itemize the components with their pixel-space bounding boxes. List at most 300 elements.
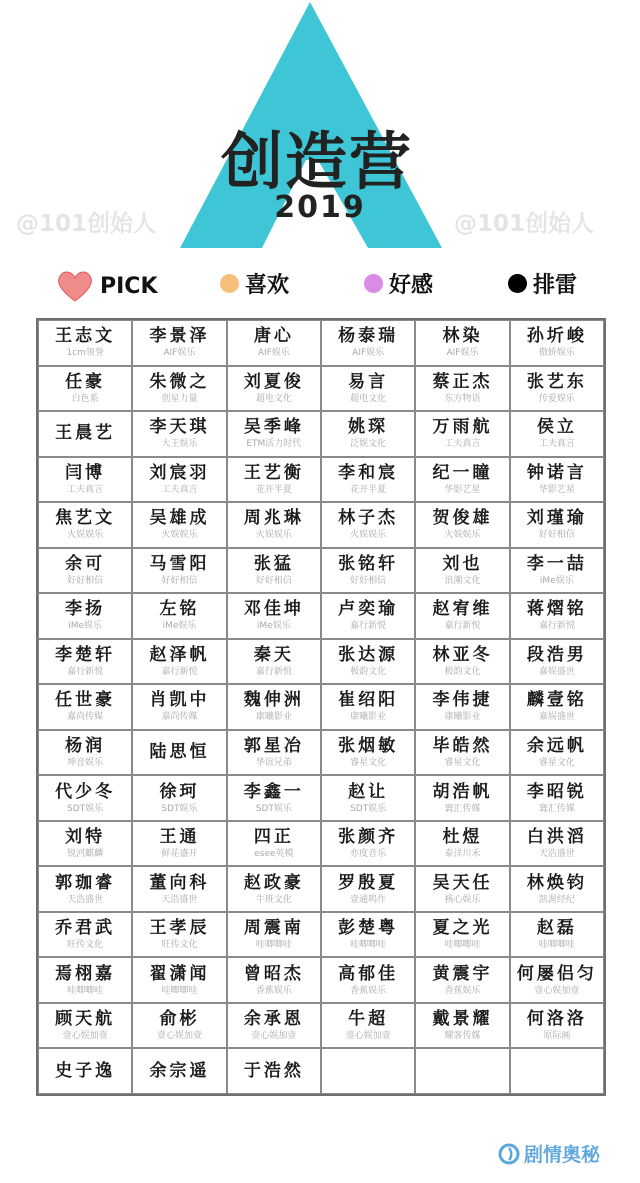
trainee-cell[interactable] xyxy=(510,457,604,503)
trainee-name: 焦艺文 xyxy=(55,508,116,529)
trainee-cell[interactable] xyxy=(321,457,415,503)
trainee-name: 刘特 xyxy=(65,827,106,848)
trainee-cell[interactable] xyxy=(510,730,604,776)
trainee-cell[interactable] xyxy=(227,821,321,867)
trainee-cell[interactable] xyxy=(415,457,509,503)
trainee-name: 刘夏俊 xyxy=(243,371,304,392)
purple-dot-icon xyxy=(364,274,383,293)
trainee-cell[interactable] xyxy=(132,684,226,730)
trainee-name: 王艺衡 xyxy=(243,462,304,483)
trainee-company: 泛娱文化 xyxy=(350,439,387,450)
trainee-cell[interactable] xyxy=(415,366,509,412)
trainee-company: 华谊兄弟 xyxy=(255,758,292,769)
trainee-name: 钟诺言 xyxy=(526,462,587,483)
trainee-name: 胡浩帆 xyxy=(432,781,493,802)
trainee-company: 白色系 xyxy=(71,393,99,404)
legend xyxy=(0,268,640,308)
trainee-name: 王通 xyxy=(159,827,200,848)
trainee-cell[interactable] xyxy=(415,1048,509,1094)
trainee-name: 林染 xyxy=(442,326,483,347)
trainee-company: esee英模 xyxy=(254,849,294,860)
trainee-name: 唐心 xyxy=(253,326,294,347)
trainee-cell[interactable] xyxy=(38,639,132,685)
trainee-cell[interactable] xyxy=(227,457,321,503)
trainee-name: 朱微之 xyxy=(149,371,210,392)
trainee-cell[interactable] xyxy=(132,912,226,958)
trainee-company: 香蕉娱乐 xyxy=(255,985,292,996)
trainee-cell[interactable] xyxy=(321,502,415,548)
trainee-company: 嘉行新悦 xyxy=(538,621,575,632)
trainee-name: 四正 xyxy=(253,827,294,848)
trainee-name: 白洪滔 xyxy=(526,827,587,848)
trainee-company: 旺传文化 xyxy=(67,940,104,951)
trainee-company: 工夫真言 xyxy=(161,484,198,495)
trainee-company: 1cm领誉 xyxy=(66,348,104,359)
trainee-company: 坤音娱乐 xyxy=(67,758,104,769)
trainee-cell[interactable] xyxy=(38,320,132,366)
trainee-company: SDT娱乐 xyxy=(350,803,387,814)
trainee-company: iMe娱乐 xyxy=(539,575,574,586)
trainee-company: 壹心娱加壹 xyxy=(62,1031,108,1042)
trainee-cell[interactable] xyxy=(38,730,132,776)
trainee-company: 好好相信 xyxy=(255,575,292,586)
trainee-name: 段浩男 xyxy=(526,644,587,665)
trainee-name: 刘也 xyxy=(442,553,483,574)
trainee-company: 嘉尚传媒 xyxy=(67,712,104,723)
trainee-cell[interactable] xyxy=(132,593,226,639)
trainee-cell[interactable] xyxy=(510,1003,604,1049)
trainee-cell[interactable] xyxy=(415,639,509,685)
trainee-cell[interactable] xyxy=(227,548,321,594)
trainee-name: 纪一瞳 xyxy=(432,462,493,483)
trainee-cell[interactable] xyxy=(510,502,604,548)
trainee-name: 崔绍阳 xyxy=(338,690,399,711)
trainee-cell[interactable] xyxy=(415,730,509,776)
trainee-company: 华影艺星 xyxy=(444,484,481,495)
trainee-cell[interactable] xyxy=(510,593,604,639)
legend-like xyxy=(220,268,289,299)
trainee-name: 李一喆 xyxy=(526,553,587,574)
trainee-cell[interactable] xyxy=(510,548,604,594)
trainee-cell[interactable] xyxy=(132,1048,226,1094)
trainee-cell[interactable] xyxy=(415,821,509,867)
trainee-name: 赵磊 xyxy=(536,918,577,939)
trainee-name: 吴雄成 xyxy=(149,508,210,529)
trainee-name: 乔君武 xyxy=(55,918,116,939)
watermark-right: @101创始人 xyxy=(454,211,595,237)
trainee-cell[interactable] xyxy=(510,320,604,366)
trainee-company: AIF娱乐 xyxy=(352,348,385,359)
trainee-company: 牛班文化 xyxy=(255,894,292,905)
trainee-company: iMe娱乐 xyxy=(68,621,103,632)
trainee-company: SDT娱乐 xyxy=(161,803,198,814)
trainee-company: ETM活力时代 xyxy=(246,439,302,450)
trainee-cell[interactable] xyxy=(38,593,132,639)
trainee-name: 孙圻峻 xyxy=(526,326,587,347)
trainee-company: 睿星文化 xyxy=(350,758,387,769)
trainee-cell[interactable] xyxy=(227,957,321,1003)
trainee-cell[interactable] xyxy=(132,1003,226,1049)
trainee-name: 闫博 xyxy=(65,462,106,483)
trainee-name: 彭楚粤 xyxy=(338,918,399,939)
trainee-cell[interactable] xyxy=(415,502,509,548)
trainee-cell[interactable] xyxy=(132,821,226,867)
trainee-company: AIF娱乐 xyxy=(446,348,479,359)
trainee-company: 极韵文化 xyxy=(444,666,481,677)
legend-pick-label: PICK xyxy=(100,273,158,299)
trainee-name: 林焕钧 xyxy=(526,872,587,893)
trainee-cell[interactable] xyxy=(227,411,321,457)
trainee-name: 张猛 xyxy=(253,553,294,574)
trainee-name: 刘宸羽 xyxy=(149,462,210,483)
trainee-company: 超电文化 xyxy=(350,393,387,404)
trainee-cell[interactable] xyxy=(510,1048,604,1094)
trainee-cell[interactable] xyxy=(227,1003,321,1049)
trainee-cell[interactable] xyxy=(38,411,132,457)
trainee-company: 好好相信 xyxy=(161,575,198,586)
trainee-name: 任豪 xyxy=(65,371,106,392)
trainee-name: 左铭 xyxy=(159,599,200,620)
trainee-cell[interactable] xyxy=(415,912,509,958)
trainee-cell[interactable] xyxy=(38,866,132,912)
brand-logo-icon xyxy=(498,1143,520,1165)
trainee-company: 好好相信 xyxy=(350,575,387,586)
trainee-company: 嘉行新悦 xyxy=(444,621,481,632)
trainee-company: 鲜花盛开 xyxy=(161,849,198,860)
trainee-cell[interactable] xyxy=(38,548,132,594)
trainee-cell[interactable] xyxy=(227,866,321,912)
trainee-name: 王晨艺 xyxy=(55,423,116,444)
trainee-cell[interactable] xyxy=(321,821,415,867)
trainee-company: 传爱娱乐 xyxy=(538,393,575,404)
trainee-cell[interactable] xyxy=(415,775,509,821)
legend-avoid-label: 排雷 xyxy=(533,273,578,298)
trainee-cell[interactable] xyxy=(510,366,604,412)
legend-favor xyxy=(364,268,433,299)
trainee-company: 睿星文化 xyxy=(444,758,481,769)
trainee-company: 嘉娱盛世 xyxy=(538,666,575,677)
trainee-cell[interactable] xyxy=(132,866,226,912)
trainee-cell[interactable] xyxy=(132,730,226,776)
trainee-cell[interactable] xyxy=(38,1003,132,1049)
trainee-name: 周震南 xyxy=(243,918,304,939)
trainee-company: 东方物语 xyxy=(444,393,481,404)
trainee-name: 罗殷夏 xyxy=(338,872,399,893)
watermark-left: @101创始人 xyxy=(16,211,157,237)
trainee-cell[interactable] xyxy=(321,366,415,412)
trainee-company: 大王娱乐 xyxy=(161,439,198,450)
trainee-name: 何洛洛 xyxy=(526,1009,587,1030)
trainee-company: 寰汇传媒 xyxy=(538,803,575,814)
trainee-company: SDT娱乐 xyxy=(255,803,292,814)
trainee-cell[interactable] xyxy=(321,1048,415,1094)
trainee-company: 寰汇传媒 xyxy=(444,803,481,814)
logo-title: 创造营 xyxy=(220,125,413,198)
trainee-cell[interactable] xyxy=(38,502,132,548)
trainee-company: 哇唧唧哇 xyxy=(255,940,292,951)
trainee-name: 陆思恒 xyxy=(149,742,210,763)
trainee-company: 天浩盛世 xyxy=(161,894,198,905)
trainee-cell[interactable] xyxy=(38,1048,132,1094)
trainee-company: 哇唧唧哇 xyxy=(67,985,104,996)
trainee-name: 李昭锐 xyxy=(526,781,587,802)
trainee-name: 杜煜 xyxy=(442,827,483,848)
trainee-cell[interactable] xyxy=(132,502,226,548)
footer-brand xyxy=(498,1140,600,1167)
trainee-name: 贺俊雄 xyxy=(432,508,493,529)
trainee-cell[interactable] xyxy=(321,411,415,457)
trainee-cell[interactable] xyxy=(415,684,509,730)
trainee-cell[interactable] xyxy=(415,411,509,457)
trainee-company: 哇唧唧哇 xyxy=(350,940,387,951)
trainee-company: 火娱娱乐 xyxy=(350,530,387,541)
trainee-company: 浪潮文化 xyxy=(444,575,481,586)
trainee-name: 顾天航 xyxy=(55,1009,116,1030)
trainee-name: 李鑫一 xyxy=(243,781,304,802)
trainee-cell[interactable] xyxy=(321,730,415,776)
trainee-cell[interactable] xyxy=(132,366,226,412)
trainee-cell[interactable] xyxy=(38,684,132,730)
trainee-company: 睿星文化 xyxy=(538,758,575,769)
trainee-cell[interactable] xyxy=(510,957,604,1003)
trainee-name: 任世豪 xyxy=(55,690,116,711)
trainee-name: 赵宥维 xyxy=(432,599,493,620)
trainee-company: 嘉行新悦 xyxy=(67,666,104,677)
trainee-cell[interactable] xyxy=(227,684,321,730)
trainee-name: 李楚轩 xyxy=(55,644,116,665)
trainee-company: 原际画 xyxy=(543,1031,571,1042)
trainee-company: 工夫真言 xyxy=(444,439,481,450)
trainee-name: 卢奕瑜 xyxy=(338,599,399,620)
trainee-company: 火娱娱乐 xyxy=(255,530,292,541)
trainee-name: 徐珂 xyxy=(159,781,200,802)
trainee-name: 肖凯中 xyxy=(149,690,210,711)
logo-year: 2019 xyxy=(274,190,366,225)
trainee-name: 李景泽 xyxy=(149,326,210,347)
trainee-cell[interactable] xyxy=(321,684,415,730)
trainee-company: 天浩盛世 xyxy=(67,894,104,905)
trainee-name: 赵政豪 xyxy=(243,872,304,893)
trainee-company: iMe娱乐 xyxy=(256,621,291,632)
trainee-company: AIF娱乐 xyxy=(163,348,196,359)
trainee-company: AIF娱乐 xyxy=(257,348,290,359)
trainee-cell[interactable] xyxy=(510,821,604,867)
trainee-grid xyxy=(36,318,606,1096)
trainee-name: 焉栩嘉 xyxy=(55,963,116,984)
trainee-name: 邓佳坤 xyxy=(243,599,304,620)
trainee-cell[interactable] xyxy=(132,639,226,685)
trainee-company: 火娱娱乐 xyxy=(67,530,104,541)
trainee-name: 赵泽帆 xyxy=(149,644,210,665)
trainee-company: 极韵文化 xyxy=(350,666,387,677)
trainee-company: 嘉娱盛世 xyxy=(538,712,575,723)
header xyxy=(0,0,640,250)
trainee-cell[interactable] xyxy=(510,684,604,730)
trainee-company: 康曦影业 xyxy=(255,712,292,723)
trainee-cell[interactable] xyxy=(321,548,415,594)
trainee-cell[interactable] xyxy=(132,411,226,457)
trainee-company: 壹心娱加壹 xyxy=(156,1031,202,1042)
trainee-cell[interactable] xyxy=(321,957,415,1003)
trainee-company: 壹心娱加壹 xyxy=(345,1031,391,1042)
trainee-company: 旺传文化 xyxy=(161,940,198,951)
trainee-name: 林子杰 xyxy=(338,508,399,529)
trainee-company: 火娱娱乐 xyxy=(161,530,198,541)
trainee-cell[interactable] xyxy=(321,320,415,366)
trainee-cell[interactable] xyxy=(321,866,415,912)
trainee-company: 核心娱乐 xyxy=(444,894,481,905)
trainee-company: 锐河麒麟 xyxy=(67,849,104,860)
trainee-company: 康曦影业 xyxy=(350,712,387,723)
trainee-company: 华影艺星 xyxy=(538,484,575,495)
trainee-cell[interactable] xyxy=(132,957,226,1003)
trainee-company: 花开半夏 xyxy=(350,484,387,495)
trainee-company: 香蕉娱乐 xyxy=(350,985,387,996)
trainee-cell[interactable] xyxy=(321,639,415,685)
trainee-name: 易言 xyxy=(348,371,389,392)
trainee-company: iMe娱乐 xyxy=(162,621,197,632)
trainee-cell[interactable] xyxy=(415,1003,509,1049)
trainee-company: 好好相信 xyxy=(67,575,104,586)
trainee-company: 哇唧唧哇 xyxy=(161,985,198,996)
trainee-cell[interactable] xyxy=(38,957,132,1003)
trainee-name: 刘瑾瑜 xyxy=(526,508,587,529)
trainee-company: 凯渥经纪 xyxy=(538,894,575,905)
trainee-name: 何屡侣匀 xyxy=(516,963,597,984)
trainee-company: 嘉尚传媒 xyxy=(161,712,198,723)
trainee-company: 花开半夏 xyxy=(255,484,292,495)
trainee-cell[interactable] xyxy=(132,457,226,503)
trainee-company: 嘉行新悦 xyxy=(350,621,387,632)
trainee-cell[interactable] xyxy=(38,912,132,958)
trainee-cell[interactable] xyxy=(38,366,132,412)
trainee-name: 于浩然 xyxy=(243,1060,304,1081)
trainee-cell[interactable] xyxy=(38,821,132,867)
trainee-cell[interactable] xyxy=(227,1048,321,1094)
trainee-company: 傲娇娱乐 xyxy=(538,348,575,359)
black-dot-icon xyxy=(508,274,527,293)
trainee-name: 黄震宇 xyxy=(432,963,493,984)
trainee-name: 高郁佳 xyxy=(338,963,399,984)
trainee-cell[interactable] xyxy=(510,775,604,821)
trainee-cell[interactable] xyxy=(415,866,509,912)
trainee-company: 好好相信 xyxy=(538,530,575,541)
trainee-name: 余承恩 xyxy=(243,1009,304,1030)
trainee-name: 戴景耀 xyxy=(432,1009,493,1030)
trainee-company: 亦度音乐 xyxy=(350,849,387,860)
trainee-name: 李天琪 xyxy=(149,417,210,438)
trainee-cell[interactable] xyxy=(227,366,321,412)
trainee-cell[interactable] xyxy=(321,593,415,639)
trainee-name: 余远帆 xyxy=(526,736,587,757)
trainee-cell[interactable] xyxy=(227,320,321,366)
trainee-name: 俞彬 xyxy=(159,1009,200,1030)
trainee-name: 张艺东 xyxy=(526,371,587,392)
trainee-company: 泰洋川禾 xyxy=(444,849,481,860)
trainee-name: 郭星冶 xyxy=(243,736,304,757)
trainee-name: 麟壹铭 xyxy=(526,690,587,711)
trainee-cell[interactable] xyxy=(415,957,509,1003)
trainee-cell[interactable] xyxy=(38,457,132,503)
trainee-name: 李伟捷 xyxy=(432,690,493,711)
trainee-cell[interactable] xyxy=(510,411,604,457)
heart-icon xyxy=(54,268,96,304)
trainee-cell[interactable] xyxy=(415,320,509,366)
trainee-name: 张铭轩 xyxy=(338,553,399,574)
trainee-cell[interactable] xyxy=(227,775,321,821)
trainee-company: 天浩盛世 xyxy=(538,849,575,860)
trainee-cell[interactable] xyxy=(415,548,509,594)
trainee-name: 杨润 xyxy=(65,736,106,757)
trainee-cell[interactable] xyxy=(132,548,226,594)
trainee-name: 郭珈睿 xyxy=(55,872,116,893)
trainee-name: 王孝辰 xyxy=(149,918,210,939)
trainee-name: 马雪阳 xyxy=(149,553,210,574)
trainee-cell[interactable] xyxy=(38,775,132,821)
trainee-cell[interactable] xyxy=(227,593,321,639)
trainee-name: 余可 xyxy=(65,553,106,574)
trainee-cell[interactable] xyxy=(227,639,321,685)
trainee-name: 史子逸 xyxy=(55,1060,116,1081)
trainee-company: 哇唧唧哇 xyxy=(444,940,481,951)
trainee-name: 林亚冬 xyxy=(432,644,493,665)
legend-favor-label: 好感 xyxy=(389,273,434,298)
trainee-name: 秦天 xyxy=(253,644,294,665)
trainee-company: 哇唧唧哇 xyxy=(538,940,575,951)
brand-label: 剧情奥秘 xyxy=(524,1144,601,1166)
trainee-company: 火娱娱乐 xyxy=(444,530,481,541)
trainee-cell[interactable] xyxy=(321,1003,415,1049)
legend-pick xyxy=(54,268,158,304)
trainee-cell[interactable] xyxy=(510,639,604,685)
trainee-cell[interactable] xyxy=(227,502,321,548)
trainee-name: 毕皓然 xyxy=(432,736,493,757)
trainee-name: 曾昭杰 xyxy=(243,963,304,984)
trainee-company: 工夫真言 xyxy=(538,439,575,450)
trainee-name: 张达源 xyxy=(338,644,399,665)
trainee-name: 蔡正杰 xyxy=(432,371,493,392)
trainee-cell[interactable] xyxy=(132,775,226,821)
trainee-company: 创星力量 xyxy=(161,393,198,404)
trainee-cell[interactable] xyxy=(510,912,604,958)
legend-avoid xyxy=(508,268,577,299)
trainee-name: 李扬 xyxy=(65,599,106,620)
trainee-cell[interactable] xyxy=(415,593,509,639)
trainee-name: 周兆琳 xyxy=(243,508,304,529)
trainee-name: 姚琛 xyxy=(348,417,389,438)
trainee-name: 杨泰瑞 xyxy=(338,326,399,347)
trainee-company: 康曦影业 xyxy=(444,712,481,723)
trainee-cell[interactable] xyxy=(132,320,226,366)
trainee-name: 魏伸洲 xyxy=(243,690,304,711)
trainee-company: 香蕉娱乐 xyxy=(444,985,481,996)
trainee-company: 超电文化 xyxy=(255,393,292,404)
trainee-cell[interactable] xyxy=(321,912,415,958)
trainee-company: 耀客传媒 xyxy=(444,1031,481,1042)
trainee-name: 李和宸 xyxy=(338,462,399,483)
trainee-company: 壹通鸣作 xyxy=(350,894,387,905)
trainee-name: 余宗遥 xyxy=(149,1060,210,1081)
trainee-company: 壹心娱加壹 xyxy=(534,985,580,996)
trainee-cell[interactable] xyxy=(321,775,415,821)
trainee-cell[interactable] xyxy=(227,730,321,776)
trainee-cell[interactable] xyxy=(510,866,604,912)
trainee-name: 蒋熠铭 xyxy=(526,599,587,620)
trainee-cell[interactable] xyxy=(227,912,321,958)
trainee-company: 工夫真言 xyxy=(67,484,104,495)
trainee-name: 董向科 xyxy=(149,872,210,893)
trainee-name: 侯立 xyxy=(536,417,577,438)
